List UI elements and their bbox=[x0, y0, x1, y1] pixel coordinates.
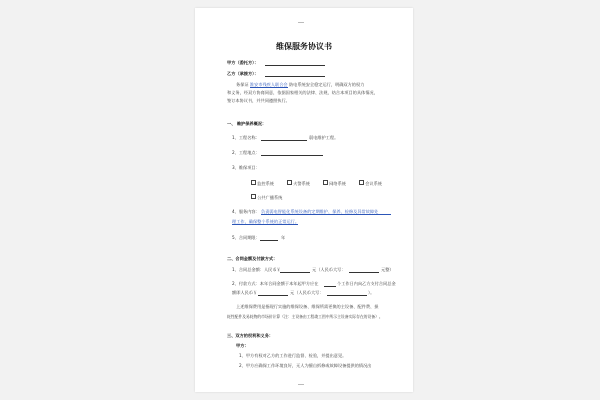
total-amount-words-blank[interactable] bbox=[349, 272, 379, 273]
s2-item2-a: 2、付款方式：本年合同金额于本年起甲方应在 bbox=[232, 281, 319, 286]
page-corner-mark bbox=[298, 22, 304, 23]
s1-item4-line1: 负责弱电智能化系统设备的定期维护、保养、检修及异常故障处 bbox=[261, 209, 379, 214]
checkbox-option[interactable] bbox=[359, 180, 382, 186]
intro-prefix: 务保证 bbox=[236, 82, 249, 87]
s2-item2-e: ）。 bbox=[368, 290, 375, 295]
project-name-blank[interactable] bbox=[261, 140, 307, 141]
s1-item4-line2: 理工作，确保整个系统的正常运行。 bbox=[232, 219, 300, 224]
working-days-blank[interactable] bbox=[324, 286, 336, 287]
contract-term-blank[interactable] bbox=[260, 240, 278, 241]
intro-text-1: 防电系统安全稳定运行，明确双方的权力 bbox=[288, 82, 365, 87]
s2-item2-b: 个工作日内向乙方支付合同总金 bbox=[337, 281, 396, 286]
payment-amount-blank[interactable] bbox=[258, 295, 288, 296]
party-a-blank[interactable] bbox=[265, 65, 325, 66]
project-location-blank[interactable] bbox=[261, 155, 323, 156]
s1-item1-suffix: 弱电维护工程。 bbox=[309, 135, 339, 140]
s3-item1: 1、甲方有权对乙方的工作进行监督、检验，并提出意见。 bbox=[239, 353, 347, 358]
s1-item4-prefix: 4、服务内容： bbox=[232, 209, 260, 214]
section-2-heading: 二、合同金额及付款方式： bbox=[227, 256, 278, 261]
total-amount-blank[interactable] bbox=[280, 272, 310, 273]
checkbox-label: 会议系统 bbox=[365, 180, 382, 186]
party-b-blank[interactable] bbox=[265, 76, 325, 77]
payment-words-blank[interactable] bbox=[327, 295, 367, 296]
checkbox-option[interactable] bbox=[251, 180, 274, 186]
s2-item1-a: 1、合同总金额：人民币￥ bbox=[232, 267, 281, 272]
checkbox-icon bbox=[359, 180, 364, 185]
s2-item2-d: 元（人民币大写： bbox=[290, 290, 324, 295]
document-page bbox=[195, 8, 413, 392]
checkbox-icon bbox=[287, 180, 292, 185]
s2-item1-c: 元整） bbox=[381, 267, 394, 272]
s2-note-line1: 上述维保费用是指现行实施的维保设备、维保所需更换的主设备、配件费、损 bbox=[236, 304, 379, 309]
intro-company: 淮安市残疾人联合会 bbox=[249, 82, 288, 87]
s2-item1-b: 元（人民币大写： bbox=[312, 267, 346, 272]
service-content-underline bbox=[261, 214, 391, 215]
s1-item2-prefix: 2、工程地点： bbox=[232, 150, 260, 155]
s3-item2: 2、甲方应确保工作环境良好，无人为擅自拆修或故障设备提供的情况出 bbox=[239, 363, 372, 368]
intro-line-1 bbox=[236, 82, 364, 87]
s2-note-line2: 耗性配件及易耗物的市场价计算（注：主设备由工程竣工图中所示主设备实际存在的设备）。 bbox=[227, 314, 383, 319]
checkbox-option[interactable] bbox=[287, 180, 310, 186]
s1-item1-prefix: 1、工程名称： bbox=[232, 135, 260, 140]
s1-item5-suffix: 年 bbox=[281, 235, 286, 240]
s1-item3-prefix: 3、维保项目： bbox=[232, 165, 260, 170]
checkbox-label: 公共广播系统 bbox=[257, 194, 283, 200]
intro-line-2: 和义务，经双方协商同意，依据国家相关的法律、法规，结合本项目的具体情况， bbox=[227, 90, 378, 95]
checkbox-icon bbox=[323, 180, 328, 185]
intro-line-3: 签订本协议书，并共同遵照执行。 bbox=[227, 98, 290, 103]
checkbox-label: 监控系统 bbox=[257, 180, 274, 186]
checkbox-label: 火警系统 bbox=[293, 180, 310, 186]
section-3-heading: 三、双方的权利和义务： bbox=[227, 333, 274, 338]
document-title: 维保服务协议书 bbox=[276, 42, 332, 51]
checkbox-option[interactable] bbox=[323, 180, 346, 186]
checkbox-option[interactable] bbox=[251, 194, 282, 200]
s1-item5-prefix: 5、合同期限： bbox=[232, 235, 260, 240]
section-3-subheading: 甲方： bbox=[236, 343, 249, 348]
s2-item2-c: 额即人民币￥ bbox=[232, 290, 258, 295]
party-a-label: 甲方（委托方）： bbox=[227, 60, 259, 65]
checkbox-icon bbox=[251, 194, 256, 199]
checkbox-icon bbox=[251, 180, 256, 185]
section-1-heading: 一、 维护保养概况： bbox=[227, 121, 267, 126]
page-corner-mark bbox=[298, 384, 304, 385]
service-content-underline bbox=[232, 224, 298, 225]
party-b-label: 乙方（承接方）： bbox=[227, 71, 259, 76]
checkbox-label: 网络系统 bbox=[329, 180, 346, 186]
